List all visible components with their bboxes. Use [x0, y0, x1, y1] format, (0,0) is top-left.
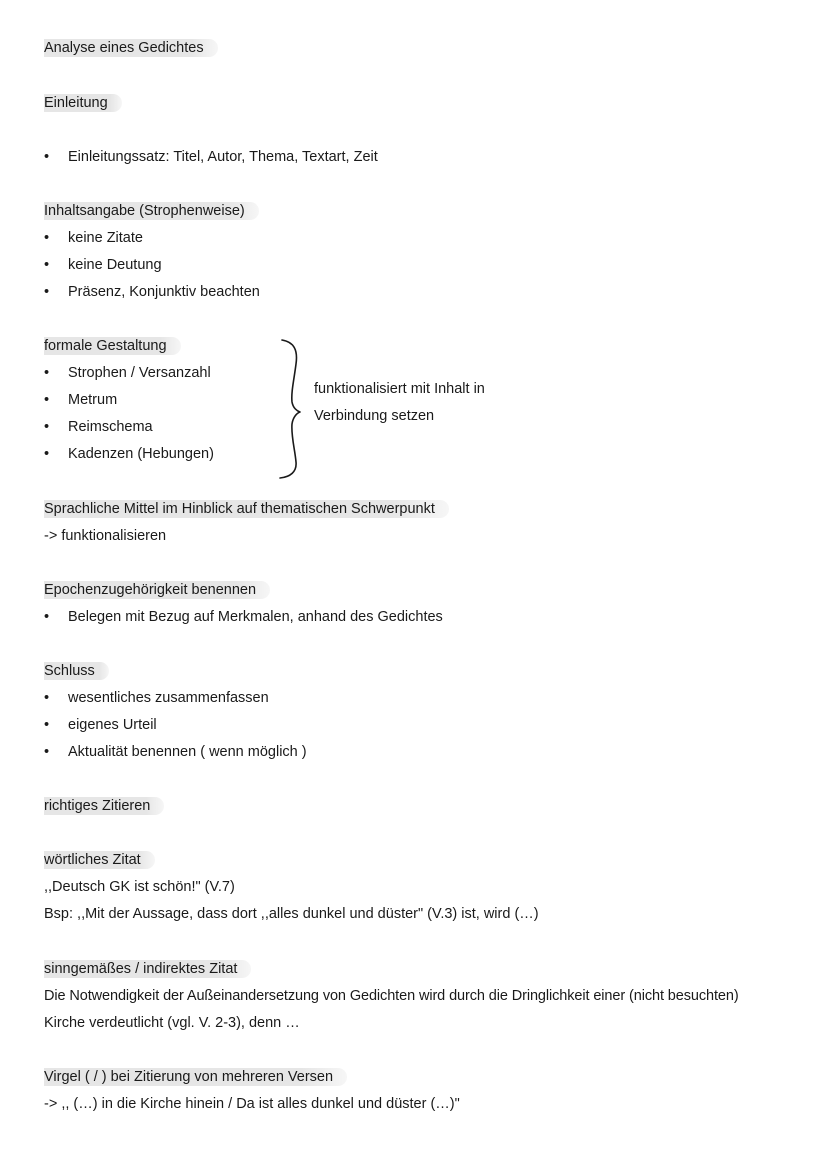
- woertlich-heading: wörtliches Zitat: [44, 851, 155, 869]
- section-heading-zitieren: [44, 797, 164, 815]
- section-heading-einleitung: [44, 94, 122, 112]
- list-item-text: Einleitungssatz: Titel, Autor, Thema, Textart, Zeit: [68, 149, 378, 165]
- woertlich-line2: Bsp: ,,Mit der Aussage, dass dort ,,alles dunkel und düster" (V.3) ist, wird (…): [44, 906, 539, 922]
- bullet-icon: •: [44, 690, 50, 706]
- section-heading-inhaltsangabe: [44, 202, 259, 220]
- section-heading-schluss: [44, 662, 109, 680]
- bullet-icon: •: [44, 257, 50, 273]
- list-item-text: keine Deutung: [68, 257, 162, 273]
- bullet-icon: •: [44, 365, 50, 381]
- formale-heading: formale Gestaltung: [44, 337, 181, 355]
- bullet-icon: •: [44, 609, 50, 625]
- list-item-text: eigenes Urteil: [68, 717, 157, 733]
- page-title-text: Analyse eines Gedichtes: [44, 39, 218, 57]
- list-item: [44, 608, 443, 626]
- woertlich-line1: ,,Deutsch GK ist schön!" (V.7): [44, 879, 235, 895]
- bullet-icon: •: [44, 284, 50, 300]
- sinngemaess-line1: Die Notwendigkeit der Außeinandersetzung von Gedichten wird durch die Dringlichkeit einer (nicht besuchten): [44, 988, 739, 1004]
- zitieren-heading: richtiges Zitieren: [44, 797, 164, 815]
- list-item-text: Belegen mit Bezug auf Merkmalen, anhand des Gedichtes: [68, 609, 443, 625]
- section-heading-woertlich: [44, 851, 155, 869]
- section-heading-epoche: [44, 581, 270, 599]
- list-item: [44, 148, 378, 166]
- section-heading-sprachliche: [44, 500, 449, 518]
- sprachliche-text: -> funktionalisieren: [44, 528, 167, 544]
- list-item: [44, 391, 117, 409]
- list-item: [44, 445, 214, 463]
- virgel-heading: Virgel ( / ) bei Zitierung von mehreren Versen: [44, 1068, 347, 1086]
- list-item: [44, 418, 153, 436]
- bullet-icon: •: [44, 744, 50, 760]
- virgel-line1: -> ,, (…) in die Kirche hinein / Da ist alles dunkel und düster (…)": [44, 1096, 460, 1112]
- bullet-icon: •: [44, 392, 50, 408]
- curly-brace-icon: [278, 338, 308, 480]
- list-item: [44, 364, 211, 382]
- bullet-icon: •: [44, 717, 50, 733]
- list-item: [44, 689, 269, 707]
- bullet-icon: •: [44, 230, 50, 246]
- einleitung-heading: Einleitung: [44, 94, 122, 112]
- sprachliche-heading: Sprachliche Mittel im Hinblick auf thematischen Schwerpunkt: [44, 500, 449, 518]
- bullet-icon: •: [44, 419, 50, 435]
- list-item-text: Strophen / Versanzahl: [68, 365, 211, 381]
- bullet-icon: •: [44, 149, 50, 165]
- section-heading-virgel: [44, 1068, 347, 1086]
- brace-note-line2: Verbindung setzen: [314, 408, 435, 424]
- list-item-text: Metrum: [68, 392, 118, 408]
- list-item-text: wesentliches zusammenfassen: [68, 690, 269, 706]
- list-item-text: keine Zitate: [68, 230, 143, 246]
- list-item: [44, 256, 162, 274]
- list-item: [44, 743, 307, 761]
- schluss-heading: Schluss: [44, 662, 109, 680]
- epoche-heading: Epochenzugehörigkeit benennen: [44, 581, 270, 599]
- list-item: [44, 283, 260, 301]
- list-item: [44, 229, 143, 247]
- list-item-text: Reimschema: [68, 419, 153, 435]
- sinngemaess-heading: sinngemäßes / indirektes Zitat: [44, 960, 251, 978]
- list-item-text: Präsenz, Konjunktiv beachten: [68, 284, 260, 300]
- list-item-text: Aktualität benennen ( wenn möglich ): [68, 744, 307, 760]
- section-heading-formale: [44, 337, 181, 355]
- bullet-icon: •: [44, 446, 50, 462]
- list-item: [44, 716, 157, 734]
- section-heading-sinngemaess: [44, 960, 251, 978]
- page-title: [44, 39, 218, 57]
- sinngemaess-line2: Kirche verdeutlicht (vgl. V. 2-3), denn …: [44, 1015, 300, 1031]
- inhaltsangabe-heading: Inhaltsangabe (Strophenweise): [44, 202, 259, 220]
- brace-note-line1: funktionalisiert mit Inhalt in: [314, 381, 485, 397]
- list-item-text: Kadenzen (Hebungen): [68, 446, 214, 462]
